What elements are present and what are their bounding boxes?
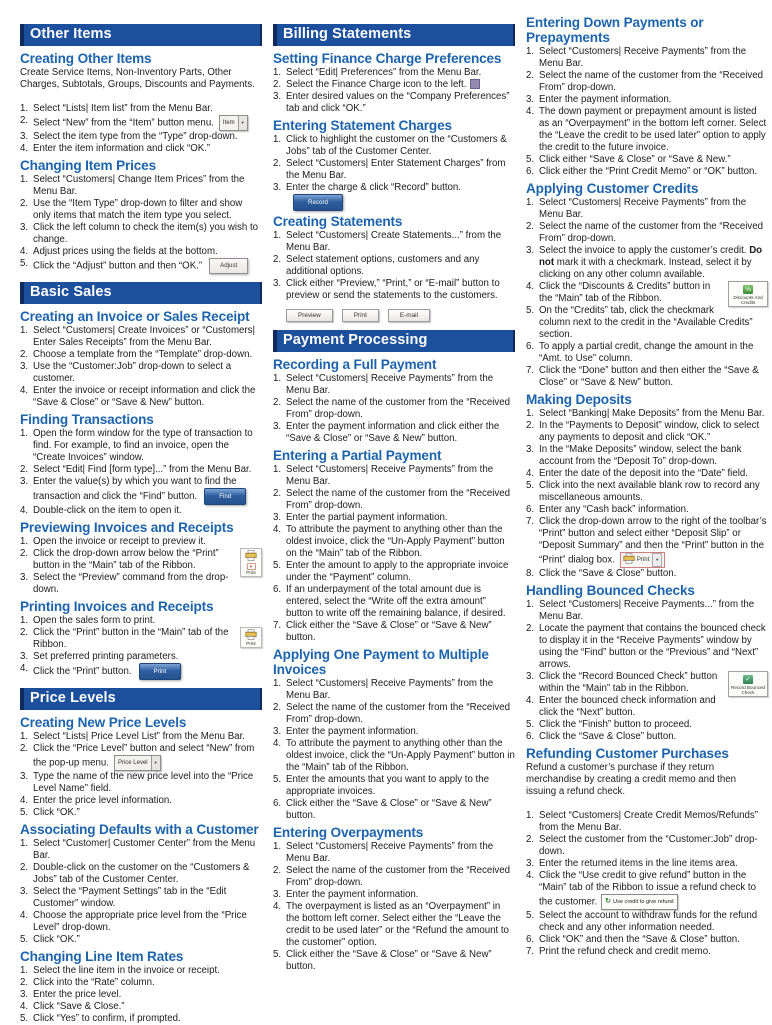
step [20, 548, 262, 576]
numbered-steps [20, 428, 262, 517]
record-button[interactable]: Record [293, 194, 343, 211]
heading-making-deposits: Making Deposits [526, 392, 632, 407]
spacer [20, 92, 262, 103]
numbered-steps [20, 838, 262, 946]
step-text: Enter the invoice or receipt information and click the “Save & Close” or “Save & New” button. [33, 385, 256, 408]
step-text: Click the “Done” button and then either the “Save & Close” or “Save & New” button. [539, 365, 759, 388]
button-label: Item [222, 120, 235, 126]
step [526, 858, 768, 870]
print-button[interactable]: Print [139, 663, 182, 680]
step-text: Select the “Payment Settings” tab in the “Edit Customer” window. [33, 886, 227, 909]
step [273, 67, 515, 79]
numbered-steps [20, 103, 262, 155]
step [526, 695, 768, 719]
step-text: Enter the payment information. [286, 726, 419, 737]
step-text: Click either “Save & Close” or “Save & New.” [539, 154, 731, 165]
use-credit-to-give-refund-button[interactable] [601, 894, 678, 910]
step [526, 221, 768, 245]
section-header-payment-processing: Payment Processing [273, 330, 515, 352]
heading-applying-one-payment-to-multiple-invoices: Applying One Payment to Multiple Invoices [273, 647, 489, 677]
step [526, 408, 768, 420]
icon-caption: Print [246, 641, 256, 647]
step [20, 174, 262, 198]
step-text: Click “Save & Close.” [33, 1001, 125, 1012]
step-text: On the “Credits” tab, click the checkmark column next to the credit in the “Available Credits” section. [539, 305, 753, 340]
heading-refunding-customer-purchases: Refunding Customer Purchases [526, 746, 729, 762]
step [20, 743, 262, 771]
column-2 [273, 0, 515, 1000]
chevron-down-icon: ▼ [238, 116, 247, 130]
step-text: If an underpayment of the total amount due is entered, select the “Write off the extra amount” button to write off the remaining balance, if desired. [286, 584, 506, 619]
step [273, 512, 515, 524]
heading-printing-invoices-and-receipts: Printing Invoices and Receipts [20, 599, 214, 614]
numbered-steps [526, 46, 768, 178]
step-text: Use the “Item Type” drop-down to filter and show only items that match the item type you select. [33, 198, 243, 221]
step [526, 731, 768, 743]
step-text: Enter the price level information. [33, 795, 172, 806]
step-text: Print the refund check and credit memo. [539, 946, 711, 958]
step-text: Select “Lists| Price Level List” from the Menu Bar. [33, 731, 245, 742]
chevron-down-icon: ▼ [151, 756, 160, 770]
check-icon: ✓ [743, 675, 753, 684]
step-text: Select the name of the customer from the “Received From” drop-down. [286, 488, 510, 511]
step [526, 480, 768, 504]
step [526, 834, 768, 858]
step [273, 373, 515, 397]
step [20, 476, 262, 505]
step [20, 910, 262, 934]
step [526, 946, 768, 958]
step [20, 222, 262, 246]
record-bounced-check-button[interactable] [728, 671, 768, 697]
step [526, 568, 768, 580]
step-text: Select the name of the customer from the “Received From” drop-down. [539, 221, 763, 244]
step-text: Enter the price level. [33, 989, 122, 1000]
step [273, 488, 515, 512]
step-text: Select the Finance Charge icon to the left. [286, 79, 467, 90]
heading-changing-item-prices: Changing Item Prices [20, 158, 156, 173]
step [526, 197, 768, 221]
step-text: Click the “Print” button. [33, 666, 132, 678]
button-label: Use credit to give refund [613, 899, 674, 906]
paragraph: Create Service Items, Non-Inventory Parts, Other Charges, Subtotals, Groups, Discounts and Payments. [20, 67, 255, 90]
step [20, 428, 262, 464]
spacer [526, 799, 768, 810]
step [20, 965, 262, 977]
step [20, 731, 262, 743]
step [273, 798, 515, 822]
step-text: Select “Customers| Create Credit Memos/Refunds” from the Menu Bar. [539, 810, 758, 834]
step [20, 258, 262, 274]
step-text: Select “Customers| Receive Payments” from the Menu Bar. [286, 841, 494, 864]
numbered-steps [20, 965, 262, 1025]
step-text: Adjust prices using the fields at the bottom. [33, 246, 218, 257]
step-text: Choose a template from the “Template” drop-down. [33, 349, 253, 360]
step-text: Select “Customers| Receive Payments” from the Menu Bar. [539, 197, 747, 220]
step-text: Enter the payment information. [286, 889, 419, 900]
step-text: Click “OK.” [33, 934, 80, 945]
step-text: Select the name of the customer from the “Received From” drop-down. [286, 397, 510, 420]
step-text: Click into the next available blank row to record any miscellaneous amounts. [539, 480, 760, 503]
heading-previewing-invoices-and-receipts: Previewing Invoices and Receipts [20, 520, 234, 535]
button-label: Print [636, 557, 650, 564]
step-text: To attribute the payment to anything other than the oldest invoice, click the “Un-Apply Payment” button in the “Main” tab of the Ribbon. [286, 738, 515, 773]
step-text: Click the “Save & Close” button. [539, 731, 677, 743]
step [20, 349, 262, 361]
numbered-steps [20, 536, 262, 596]
step-text: Enter the charge & click “Record” button. [286, 182, 461, 193]
step [273, 278, 515, 302]
step [20, 1013, 262, 1025]
step [273, 865, 515, 889]
step-text: Select “Customers| Create Statements...” from the Menu Bar. [286, 230, 502, 253]
step [526, 94, 768, 106]
step-text: Click “OK.” [33, 807, 80, 818]
step [526, 504, 768, 516]
step [526, 154, 768, 166]
step-text: Enter the payment information. [539, 94, 672, 105]
step [526, 810, 768, 834]
numbered-steps [273, 230, 515, 302]
step [20, 771, 262, 795]
heading-entering-a-partial-payment: Entering a Partial Payment [273, 448, 442, 463]
step-text: Select “Customers| Receive Payments” from the Menu Bar. [286, 678, 494, 701]
step [273, 397, 515, 421]
step-text: Select “New” from the “Item” button menu. [33, 117, 214, 129]
step-text: Select “Edit| Preferences” from the Menu Bar. [286, 67, 482, 78]
step-text: Select “Customers| Receive Payments” from the Menu Bar. [286, 464, 494, 487]
step-text: Select “Customers| Receive Payments...” from the Menu Bar. [539, 599, 755, 623]
step [273, 726, 515, 738]
step-text: Select “Customers| Create Invoices” or “Customers| Enter Sales Receipts” from the Menu Bar. [33, 325, 255, 348]
printer-icon [245, 629, 257, 640]
step [273, 738, 515, 774]
print-icon-button[interactable] [240, 627, 262, 648]
step [20, 1001, 262, 1013]
step-text: Select “Customers| Receive Payments” from the Menu Bar. [286, 373, 494, 396]
step-text: Select the line item in the invoice or receipt. [33, 965, 220, 976]
numbered-steps [526, 197, 768, 389]
step [20, 198, 262, 222]
step [20, 115, 262, 131]
step-text: Select the invoice to apply the customer’s credit. Do not mark it with a checkmark. Instead, select it by clicking on any other column available. [539, 245, 763, 280]
step [273, 158, 515, 182]
step-text: Click to highlight the customer on the “Customers & Jobs” tab of the Customer Center. [286, 134, 507, 157]
step [20, 838, 262, 862]
step [526, 281, 768, 305]
step [273, 560, 515, 584]
step-text: Select “Customers| Enter Statement Charges” from the Menu Bar. [286, 158, 506, 181]
step-text: Select the “Preview” command from the drop-down. [33, 572, 229, 595]
step [526, 305, 768, 341]
step [20, 143, 262, 155]
heading-creating-other-items: Creating Other Items [20, 51, 152, 66]
step-text: In the “Make Deposits” window, select the bank account from the “Deposit To” drop-down. [539, 444, 742, 467]
step [526, 106, 768, 154]
step [273, 421, 515, 445]
step [273, 774, 515, 798]
step [526, 46, 768, 70]
paragraph: Refund a customer’s purchase if they return merchandise by creating a credit memo and then issuing a refund check. [526, 762, 737, 798]
step [526, 623, 768, 671]
step [20, 464, 262, 476]
step-text: Choose the appropriate price level from the “Price Level” drop-down. [33, 910, 247, 933]
print-statements-button[interactable]: Print [342, 309, 379, 322]
step [20, 103, 262, 115]
numbered-steps [273, 373, 515, 445]
email-button[interactable]: E-mail [388, 309, 430, 322]
step [273, 91, 515, 115]
chevron-down-icon: ▼ [652, 553, 662, 567]
heading-changing-line-item-rates: Changing Line Item Rates [20, 949, 184, 964]
step [273, 524, 515, 560]
step [20, 651, 262, 663]
step-text: Enter the value(s) by which you want to find the transaction and click the “Find” button. [33, 476, 237, 503]
step [273, 464, 515, 488]
step [20, 385, 262, 409]
column-3 [526, 0, 768, 1000]
step-text: Click into the “Rate” column. [33, 977, 155, 988]
heading-recording-a-full-payment: Recording a Full Payment [273, 357, 437, 372]
step-text: Select the item type from the “Type” drop-down. [33, 131, 238, 142]
heading-applying-customer-credits: Applying Customer Credits [526, 181, 699, 196]
step [273, 901, 515, 949]
step-text: Click either the “Save & Close” or “Save & New” button. [286, 949, 492, 972]
step [20, 934, 262, 946]
step-text: Select “Edit| Find [form type]...” from the Menu Bar. [33, 464, 252, 475]
step [526, 444, 768, 468]
step [273, 678, 515, 702]
print-dropdown-button[interactable] [620, 552, 665, 568]
numbered-steps [273, 134, 515, 211]
step [20, 325, 262, 349]
section-header-other-items: Other Items [20, 24, 262, 46]
heading-entering-down-payments-or-prepayments: Entering Down Payments or Prepayments [526, 15, 704, 45]
step-text: Enter the amounts that you want to apply to the appropriate invoices. [286, 774, 490, 797]
step-text: To attribute the payment to anything other than the oldest invoice, click the “Un-Apply Payment” button on the “Main” tab of the Ribbon. [286, 524, 505, 559]
step-text: Select “Customers| Receive Payments” from the Menu Bar. [539, 46, 747, 69]
step-text: Click the “Save & Close” button. [539, 568, 677, 580]
step-text: Click either the “Print Credit Memo” or “OK” button. [539, 166, 758, 177]
step [526, 365, 768, 389]
step-text: Enter the payment information and click either the “Save & Close” or “Save & New” button. [286, 421, 500, 444]
step-text: Select the name of the customer from the “Received From” drop-down. [286, 702, 510, 725]
step-text: Click the “Price Level” button and select “New” from the pop-up menu. [33, 743, 255, 769]
heading-entering-statement-charges: Entering Statement Charges [273, 118, 452, 133]
step-text: Click either “Preview,” “Print,” or “E-mail” button to preview or send the statements to the customers. [286, 278, 500, 301]
heading-setting-finance-charge-preferences: Setting Finance Charge Preferences [273, 51, 502, 66]
step-text: Open the invoice or receipt to preview it. [33, 536, 206, 547]
step-text: Select “Customers| Change Item Prices” from the Menu Bar. [33, 174, 245, 197]
step [526, 671, 768, 695]
step-text: Enter the amount to apply to the appropriate invoice under the “Payment” column. [286, 560, 509, 583]
step [20, 795, 262, 807]
step-text: The overpayment is listed as an “Overpayment” in the bottom left corner. Select either the “Leave the credit to be used later” or the “Refund the amount to the customer” option. [286, 901, 509, 948]
step-text: Click the “Discounts & Credits” button in the “Main” tab of the Ribbon. [539, 281, 711, 304]
step-text: Enter the partial payment information. [286, 512, 448, 523]
step-text: Click the “Finish” button to proceed. [539, 719, 692, 731]
step-text: Enter any “Cash back” information. [539, 504, 689, 515]
step-text: Select “Lists| Item list” from the Menu Bar. [33, 103, 213, 114]
step-text: Click either the “Save & Close” or “Save & New” button. [286, 798, 492, 821]
numbered-steps [20, 731, 262, 819]
step-text: Click the drop-down arrow below the “Print” button in the “Main” tab of the Ribbon. [33, 548, 219, 571]
step-text: Enter desired values on the “Company Preferences” tab and click “OK.” [286, 91, 510, 114]
step-text: Enter the returned items in the line items area. [539, 858, 738, 870]
step-text: Select “Customer| Customer Center” from the Menu Bar. [33, 838, 256, 861]
heading-creating-new-price-levels: Creating New Price Levels [20, 715, 187, 730]
step-text: Click the left column to check the item(s) you wish to change. [33, 222, 259, 245]
step [526, 599, 768, 623]
step-text: Select the customer from the “Customer:Job” drop-down. [539, 834, 758, 858]
step [273, 620, 515, 644]
column-1 [20, 0, 262, 1024]
step-text: Enter the bounced check information and click the “Next” button. [539, 695, 716, 719]
section-header-price-levels: Price Levels [20, 688, 262, 710]
percent-icon: % [743, 285, 753, 294]
step [20, 989, 262, 1001]
step [526, 245, 768, 281]
step [526, 719, 768, 731]
step-text: Click the “Record Bounced Check” button within the “Main” tab in the Ribbon. [539, 671, 718, 695]
step [273, 134, 515, 158]
step-text: Open the sales form to print. [33, 615, 156, 626]
numbered-steps [20, 615, 262, 680]
step [526, 420, 768, 444]
heading-entering-overpayments: Entering Overpayments [273, 825, 424, 840]
step-text: Click “Yes” to confirm, if prompted. [33, 1013, 181, 1024]
adjust-button[interactable]: Adjust [209, 258, 248, 274]
step-text: Select the name of the customer from the “Received From” drop-down. [539, 70, 763, 93]
step [273, 949, 515, 973]
step [20, 131, 262, 143]
numbered-steps [273, 841, 515, 973]
step [273, 702, 515, 726]
dropdown-arrow-icon: ▼ [247, 563, 256, 570]
step [20, 807, 262, 819]
button-label: Price Level [117, 760, 148, 766]
step-text: Click the “Print” button in the “Main” tab of the Ribbon. [33, 627, 229, 650]
heading-creating-an-invoice-or-sales-receipt: Creating an Invoice or Sales Receipt [20, 309, 250, 324]
step [273, 841, 515, 865]
step [273, 254, 515, 278]
printer-icon [623, 553, 635, 564]
numbered-steps [20, 174, 262, 274]
find-button[interactable]: Find [204, 488, 246, 505]
step-text: Locate the payment that contains the bounced check to display it in the “Receive Payments” window by using the “Find” button or the “Previous” and “Next” arrows. [539, 623, 766, 671]
step [526, 341, 768, 365]
step [273, 79, 515, 91]
numbered-steps [526, 810, 768, 958]
step [526, 468, 768, 480]
section-header-basic-sales: Basic Sales [20, 282, 262, 304]
preview-button[interactable]: Preview [286, 309, 333, 322]
button-row [286, 304, 515, 322]
numbered-steps [526, 599, 768, 743]
heading-finding-transactions: Finding Transactions [20, 412, 154, 427]
step-text: Enter the item information and click “OK.” [33, 143, 211, 154]
heading-associating-defaults-with-a-customer: Associating Defaults with a Customer [20, 822, 259, 837]
price-level-dropdown-button[interactable] [114, 755, 161, 771]
heading-creating-statements: Creating Statements [273, 214, 403, 229]
step [20, 536, 262, 548]
step [273, 584, 515, 620]
step [20, 246, 262, 258]
heading-handling-bounced-checks: Handling Bounced Checks [526, 583, 695, 599]
step [20, 862, 262, 886]
step-text: Type the name of the new price level into the “Price Level Name” field. [33, 771, 254, 794]
step-text: Enter the date of the deposit into the “Date” field. [539, 468, 748, 479]
step [20, 977, 262, 989]
step-text: Double-click on the item to open it. [33, 505, 182, 516]
step-text: Click the “Adjust” button and then “OK.” [33, 260, 203, 272]
step [526, 70, 768, 94]
step-text: Click the “Use credit to give refund” button in the “Main” tab of the Ribbon to issue a refund check to the customer. [539, 870, 757, 908]
discounts-and-credits-button[interactable] [728, 281, 768, 307]
step [20, 361, 262, 385]
icon-caption: Print [246, 570, 256, 576]
step [526, 870, 768, 910]
section-header-billing-statements: Billing Statements [273, 24, 515, 46]
numbered-steps [526, 408, 768, 580]
step-text: Select the name of the customer from the “Received From” drop-down. [286, 865, 510, 888]
step-text: Select the account to withdraw funds for the refund check and any other information needed. [539, 910, 758, 934]
icon-caption: Discounts And Credits [733, 295, 763, 305]
icon-caption: Record Bounced Check [730, 685, 766, 696]
step-text: Click either the “Save & Close” or “Save & New” button. [286, 620, 492, 643]
step-text: Set preferred printing parameters. [33, 651, 179, 662]
step-text: Select “Banking| Make Deposits” from the Menu Bar. [539, 408, 765, 419]
step-text: Click “OK” and then the “Save & Close” button. [539, 934, 740, 946]
step [526, 934, 768, 946]
step-text: Use the “Customer:Job” drop-down to select a customer. [33, 361, 232, 384]
printer-icon [245, 550, 257, 561]
step [273, 889, 515, 901]
numbered-steps [273, 464, 515, 644]
finance-charge-icon[interactable] [470, 79, 480, 89]
step [273, 230, 515, 254]
step [20, 572, 262, 596]
step [526, 516, 768, 568]
step-text: Click the drop-down arrow to the right of the toolbar’s “Print” button and select either “Deposit Slip” or “Deposit Summary” and then the “Print” button in the “Print” dialog box. [539, 516, 767, 566]
step-text: Open the form window for the type of transaction to find. For example, to find an invoice, open the “Create Invoices” window. [33, 428, 253, 463]
step [273, 182, 515, 211]
step [20, 886, 262, 910]
step [20, 627, 262, 651]
step [526, 166, 768, 178]
step [20, 615, 262, 627]
step-text: Select statement options, customers and any additional options. [286, 254, 480, 277]
step-text: In the “Payments to Deposit” window, click to select any payments to deposit and click “OK.” [539, 420, 760, 443]
numbered-steps [273, 678, 515, 822]
step-text: To apply a partial credit, change the amount in the “Amt. to Use” column. [539, 341, 754, 364]
item-dropdown-button[interactable] [219, 115, 248, 131]
step [20, 663, 262, 680]
step-text: The down payment or prepayment amount is listed as an “Overpayment” in the bottom left corner. Select the “Leave the credit to be used later” option to apply the credit to the future invoice. [539, 106, 767, 153]
refund-arrow-icon: ↻ [605, 898, 612, 906]
numbered-steps [273, 67, 515, 115]
step [20, 505, 262, 517]
step [526, 910, 768, 934]
step-text: Double-click on the customer on the “Customers & Jobs” tab of the Customer Center. [33, 862, 250, 885]
numbered-steps [20, 325, 262, 409]
